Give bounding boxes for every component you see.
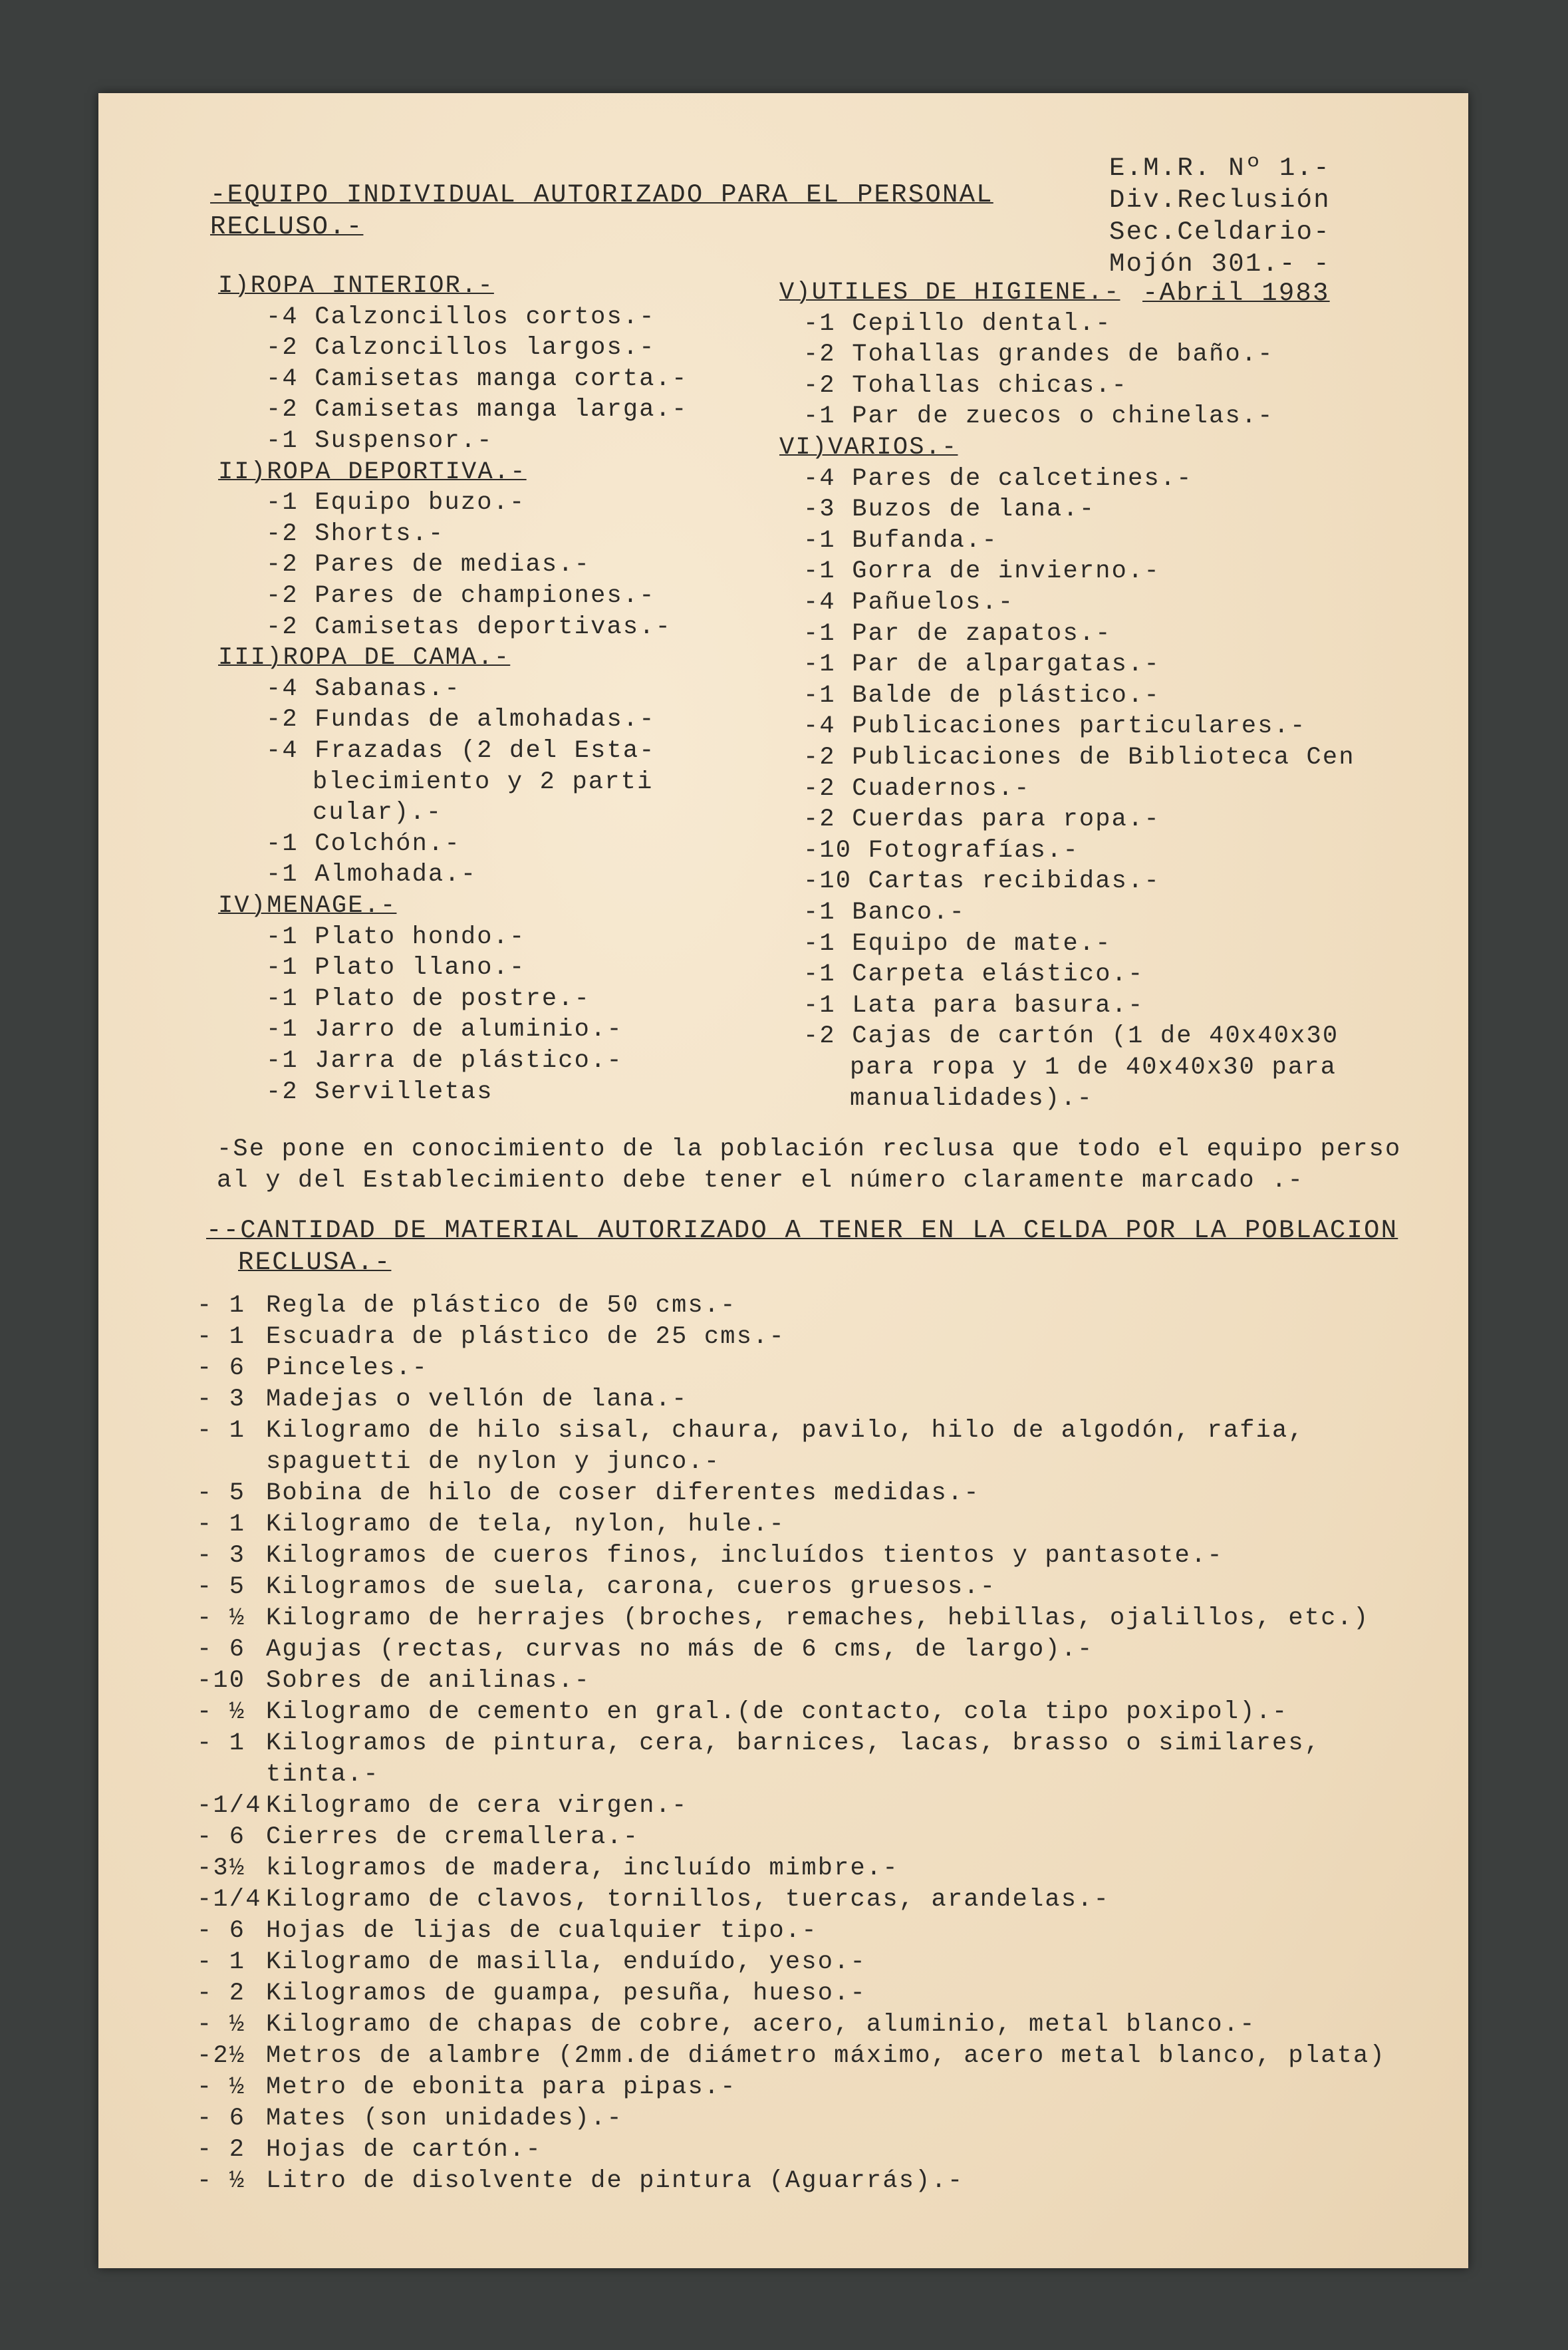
list-item: -2 Cuerdas para ropa.-: [803, 806, 1160, 834]
item-description: Kilogramo de hilo sisal, chaura, pavilo, hilo de algodón, rafia,: [266, 1417, 1305, 1445]
item-description: Agujas (rectas, curvas no más de 6 cms, de largo).-: [266, 1636, 1094, 1664]
list-item: -1 Plato de postre.-: [266, 984, 591, 1013]
title-line-2: RECLUSO.-: [210, 212, 364, 241]
list-item: -4 Publicaciones particulares.-: [803, 712, 1307, 741]
list-item-continuation: blecimiento y 2 parti: [313, 768, 654, 796]
list-item: -3 Buzos de lana.-: [803, 496, 1096, 524]
list-item: -2 Tohallas grandes de baño.-: [803, 341, 1274, 369]
item-quantity: - 5: [197, 1573, 246, 1601]
item-description: Madejas o vellón de lana.-: [266, 1386, 688, 1413]
document-date: -Abril 1983: [1142, 279, 1330, 308]
item-description: Regla de plástico de 50 cms.-: [266, 1292, 737, 1320]
list-item: -1 Bufanda.-: [803, 526, 998, 555]
item-quantity: - 1: [197, 1292, 246, 1320]
item-description: Kilogramo de cemento en gral.(de contacto, cola tipo poxipol).-: [266, 1698, 1289, 1726]
list-item: -4 Calzoncillos cortos.-: [266, 303, 656, 331]
list-item: -2 Servilletas: [266, 1078, 493, 1106]
list-item: -2 Cuadernos.-: [803, 774, 1031, 803]
list-item: -1 Par de zapatos.-: [803, 619, 1112, 648]
list-item: -1 Par de zuecos o chinelas.-: [803, 402, 1274, 431]
list-item: -10 Fotografías.-: [803, 836, 1079, 865]
list-item: -1 Equipo de mate.-: [803, 929, 1112, 958]
list-item: -1 Colchón.-: [266, 829, 461, 858]
section-heading: IV)MENAGE.-: [218, 892, 397, 920]
list-item: -1 Banco.-: [803, 899, 966, 927]
list-item: -2 Tohallas chicas.-: [803, 371, 1128, 400]
org-line-3: Sec.Celdario-: [1109, 218, 1331, 247]
item-description: Kilogramo de clavos, tornillos, tuercas, arandelas.-: [266, 1886, 1110, 1914]
item-quantity: - ½: [197, 2167, 246, 2195]
list-item: -4 Pañuelos.-: [803, 589, 1015, 617]
item-description: Hojas de cartón.-: [266, 2136, 542, 2164]
document-page: [98, 93, 1468, 2268]
item-description: Bobina de hilo de coser diferentes medidas.-: [266, 1479, 980, 1507]
item-quantity: - 1: [197, 1511, 246, 1539]
item-description: Kilogramos de guampa, pesuña, hueso.-: [266, 1980, 866, 2007]
item-description: tinta.-: [266, 1761, 380, 1789]
item-quantity: - ½: [197, 2011, 246, 2039]
notice-line-1: -Se pone en conocimiento de la población reclusa que todo el equipo perso: [217, 1135, 1402, 1163]
item-description: Mates (son unidades).-: [266, 2105, 623, 2132]
item-description: Kilogramo de chapas de cobre, acero, aluminio, metal blanco.-: [266, 2011, 1256, 2039]
list-item: -2 Cajas de cartón (1 de 40x40x30: [803, 1022, 1339, 1051]
item-quantity: -2½: [197, 2042, 246, 2070]
list-item: -1 Almohada.-: [266, 861, 477, 889]
title-line-1: -EQUIPO INDIVIDUAL AUTORIZADO PARA EL PERSONAL: [210, 180, 993, 210]
list-item: -1 Lata para basura.-: [803, 991, 1144, 1020]
item-description: Metros de alambre (2mm.de diámetro máximo, acero metal blanco, plata): [266, 2042, 1386, 2070]
item-quantity: - 1: [197, 1948, 246, 1976]
item-quantity: - 6: [197, 1917, 246, 1945]
item-quantity: - 3: [197, 1386, 246, 1413]
list-item: -4 Pares de calcetines.-: [803, 464, 1193, 493]
item-description: Cierres de cremallera.-: [266, 1823, 640, 1851]
list-item-continuation: para ropa y 1 de 40x40x30 para: [850, 1054, 1337, 1082]
item-quantity: - 2: [197, 1980, 246, 2007]
section-heading: V)UTILES DE HIGIENE.-: [779, 279, 1120, 307]
list-item: -1 Par de alpargatas.-: [803, 651, 1160, 679]
list-item-continuation: cular).-: [313, 799, 443, 827]
list-item: -2 Camisetas manga larga.-: [266, 396, 688, 424]
item-quantity: - ½: [197, 2073, 246, 2101]
item-quantity: - 1: [197, 1729, 246, 1757]
section-heading: I)ROPA INTERIOR.-: [218, 272, 494, 300]
item-quantity: -1/4: [197, 1792, 262, 1820]
item-quantity: -10: [197, 1667, 246, 1695]
item-description: Kilogramo de herrajes (broches, remaches, hebillas, ojalillos, etc.): [266, 1604, 1370, 1632]
list-item: -2 Fundas de almohadas.-: [266, 706, 656, 734]
item-quantity: - 5: [197, 1479, 246, 1507]
list-item: -2 Camisetas deportivas.-: [266, 613, 672, 641]
list-item: -1 Jarro de aluminio.-: [266, 1016, 623, 1044]
section-heading: III)ROPA DE CAMA.-: [218, 644, 511, 672]
item-quantity: -1/4: [197, 1886, 262, 1914]
list-item: -4 Sabanas.-: [266, 674, 461, 703]
list-item: -2 Pares de championes.-: [266, 582, 656, 610]
item-description: Kilogramos de pintura, cera, barnices, lacas, brasso o similares,: [266, 1729, 1321, 1757]
item-quantity: - ½: [197, 1698, 246, 1726]
list-item: -1 Balde de plástico.-: [803, 681, 1160, 710]
org-line-4: Mojón 301.- -: [1109, 249, 1331, 279]
item-description: Metro de ebonita para pipas.-: [266, 2073, 737, 2101]
item-description: spaguetti de nylon y junco.-: [266, 1448, 721, 1476]
list-item: -2 Calzoncillos largos.-: [266, 334, 656, 363]
item-description: Kilogramo de cera virgen.-: [266, 1792, 688, 1820]
section2-title-1: --CANTIDAD DE MATERIAL AUTORIZADO A TENER EN LA CELDA POR LA POBLACION: [206, 1216, 1398, 1245]
item-quantity: - ½: [197, 1604, 246, 1632]
list-item: -4 Frazadas (2 del Esta-: [266, 737, 656, 765]
list-item: -1 Jarra de plástico.-: [266, 1047, 623, 1075]
list-item: -1 Plato hondo.-: [266, 923, 526, 951]
item-quantity: - 3: [197, 1542, 246, 1570]
item-quantity: - 6: [197, 1636, 246, 1664]
item-quantity: - 6: [197, 1823, 246, 1851]
item-quantity: - 2: [197, 2136, 246, 2164]
section2-title-2: RECLUSA.-: [238, 1248, 392, 1277]
notice-line-2: al y del Establecimiento debe tener el número claramente marcado .-: [217, 1167, 1305, 1195]
list-item: -1 Carpeta elástico.-: [803, 960, 1144, 989]
list-item: -2 Pares de medias.-: [266, 551, 591, 579]
item-quantity: - 1: [197, 1417, 246, 1445]
item-description: Pinceles.-: [266, 1354, 429, 1382]
list-item: -1 Suspensor.-: [266, 427, 493, 455]
item-description: Sobres de anilinas.-: [266, 1667, 591, 1695]
item-description: Litro de disolvente de pintura (Aguarrás).-: [266, 2167, 964, 2195]
item-quantity: - 1: [197, 1323, 246, 1351]
org-line-2: Div.Reclusión: [1109, 186, 1331, 215]
list-item: -4 Camisetas manga corta.-: [266, 365, 688, 393]
item-quantity: -3½: [197, 1854, 246, 1882]
item-description: Kilogramos de cueros finos, incluídos tientos y pantasote.-: [266, 1542, 1224, 1570]
list-item: -1 Gorra de invierno.-: [803, 557, 1160, 586]
item-quantity: - 6: [197, 2105, 246, 2132]
list-item: -2 Shorts.-: [266, 519, 445, 548]
list-item-continuation: manualidades).-: [850, 1084, 1094, 1113]
list-item: -1 Plato llano.-: [266, 954, 526, 982]
list-item: -1 Cepillo dental.-: [803, 309, 1112, 338]
item-quantity: - 6: [197, 1354, 246, 1382]
item-description: Kilogramo de masilla, enduído, yeso.-: [266, 1948, 866, 1976]
item-description: Kilogramo de tela, nylon, hule.-: [266, 1511, 785, 1539]
item-description: Kilogramos de suela, carona, cueros gruesos.-: [266, 1573, 997, 1601]
section-heading: II)ROPA DEPORTIVA.-: [218, 458, 527, 486]
item-description: Escuadra de plástico de 25 cms.-: [266, 1323, 785, 1351]
item-description: kilogramos de madera, incluído mimbre.-: [266, 1854, 899, 1882]
org-line-1: E.M.R. Nº 1.-: [1109, 154, 1331, 183]
list-item: -10 Cartas recibidas.-: [803, 867, 1160, 896]
section-heading: VI)VARIOS.-: [779, 434, 958, 462]
list-item: -2 Publicaciones de Biblioteca Cen: [803, 744, 1355, 772]
list-item: -1 Equipo buzo.-: [266, 489, 526, 517]
item-description: Hojas de lijas de cualquier tipo.-: [266, 1917, 818, 1945]
